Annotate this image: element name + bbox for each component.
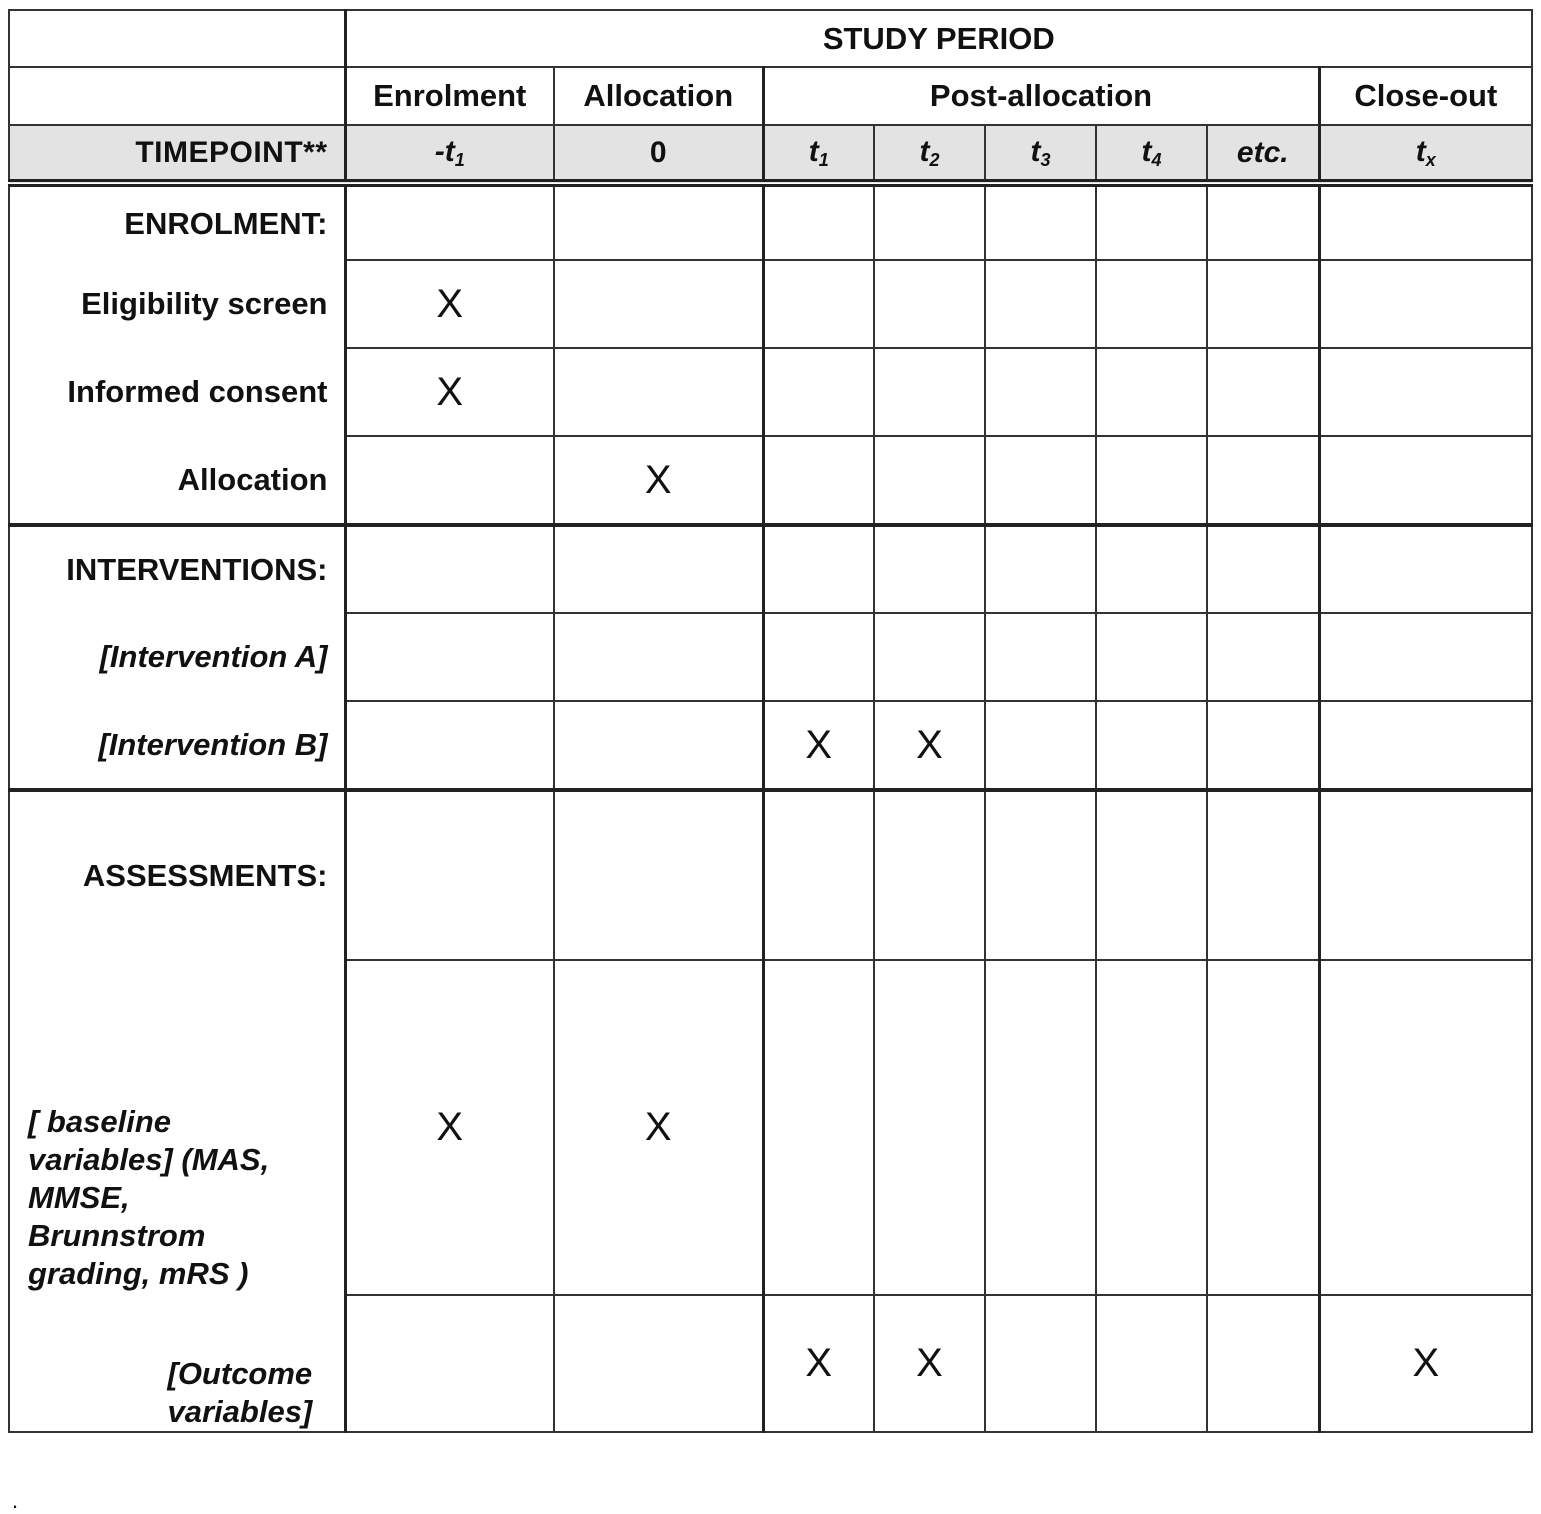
timepoint-cell [345, 125, 554, 183]
timepoint-base: etc. [1236, 135, 1289, 169]
timepoint-sub: 1 [818, 149, 829, 170]
timepoint-cell [763, 125, 874, 183]
period-close-out: Close-out [1319, 67, 1532, 125]
mark-cell [1207, 960, 1319, 1295]
timepoint-label: TIMEPOINT** [9, 125, 345, 183]
x-mark: X [805, 1341, 833, 1385]
mark-cell [874, 613, 985, 701]
corner-cell-2 [9, 67, 345, 125]
mark-cell [554, 436, 763, 525]
mark-cell [985, 348, 1096, 436]
row-label: Informed consent [9, 348, 345, 436]
mark-cell [985, 260, 1096, 348]
mark-cell [1319, 1295, 1532, 1432]
mark-cell [345, 613, 554, 701]
mark-cell [763, 260, 874, 348]
table-row [9, 960, 1532, 1295]
mark-cell [1096, 613, 1207, 701]
mark-cell [554, 960, 763, 1295]
mark-cell [345, 1295, 554, 1432]
table-row [9, 1295, 1532, 1432]
mark-cell [554, 701, 763, 790]
mark-cell [554, 613, 763, 701]
timepoint-cell [554, 125, 763, 183]
table-row [9, 701, 1532, 790]
x-mark: X [916, 722, 943, 767]
mark-cell [763, 1295, 874, 1432]
table-row [9, 260, 1532, 348]
study-period-heading: STUDY PERIOD [345, 10, 1532, 67]
section-header-row [9, 790, 1532, 960]
mark-cell [345, 701, 554, 790]
table-row [9, 613, 1532, 701]
mark-cell [985, 1295, 1096, 1432]
mark-cell [554, 348, 763, 436]
row-label-text: [ baseline variables] (MAS, MMSE, Brunnstrom grading, mRS ) [28, 1104, 270, 1291]
timepoint-base: -t [434, 134, 455, 168]
row-label: [Intervention B] [9, 701, 345, 790]
corner-cell [9, 10, 345, 67]
mark-cell [985, 436, 1096, 525]
timepoint-cell [1319, 125, 1532, 183]
section-title-enrolment: ENROLMENT: [9, 183, 345, 260]
mark-cell [1207, 436, 1319, 525]
timepoint-sub: 1 [454, 149, 465, 170]
footer-note: . [12, 1488, 19, 1513]
section-header-row [9, 183, 1532, 260]
period-enrolment: Enrolment [345, 67, 554, 125]
timepoint-sub: x [1425, 149, 1436, 170]
mark-cell [985, 701, 1096, 790]
mark-cell [1319, 701, 1532, 790]
table-row [9, 436, 1532, 525]
mark-cell [554, 260, 763, 348]
x-mark: X [805, 722, 833, 767]
section-title-interventions: INTERVENTIONS: [9, 525, 345, 613]
x-mark: X [436, 369, 464, 414]
mark-cell [1207, 613, 1319, 701]
mark-cell [1207, 348, 1319, 436]
period-post-allocation: Post-allocation [763, 67, 1319, 125]
mark-cell [1319, 348, 1532, 436]
timepoint-cell [1096, 125, 1207, 183]
mark-cell [763, 348, 874, 436]
x-mark: X [1412, 1341, 1440, 1385]
x-mark: X [644, 457, 672, 502]
mark-cell [1096, 348, 1207, 436]
row-label: [Intervention A] [9, 613, 345, 701]
mark-cell [554, 1295, 763, 1432]
mark-cell [1207, 1295, 1319, 1432]
period-allocation: Allocation [554, 67, 763, 125]
mark-cell [763, 436, 874, 525]
timepoint-base: 0 [649, 135, 667, 169]
mark-cell [985, 613, 1096, 701]
row-label-text: [Outcome variables] [167, 1356, 313, 1429]
mark-cell [1096, 701, 1207, 790]
mark-cell [1096, 436, 1207, 525]
spirit-schedule-table [8, 9, 1533, 1433]
x-mark: X [436, 281, 464, 326]
timepoint-base: t [1030, 134, 1041, 168]
mark-cell [1096, 260, 1207, 348]
mark-cell [345, 348, 554, 436]
mark-cell [1096, 1295, 1207, 1432]
section-title-assessments: ASSESSMENTS: [9, 790, 345, 960]
row-label [9, 960, 345, 1295]
mark-cell [874, 260, 985, 348]
timepoint-cell [985, 125, 1096, 183]
mark-cell [1207, 260, 1319, 348]
mark-cell [985, 960, 1096, 1295]
table-row [9, 348, 1532, 436]
timepoint-base: t [808, 134, 819, 168]
timepoint-base: t [919, 134, 930, 168]
x-mark: X [644, 1105, 672, 1149]
mark-cell [874, 1295, 985, 1432]
mark-cell [345, 260, 554, 348]
timepoint-cell [1207, 125, 1319, 183]
timepoint-row [9, 125, 1532, 183]
x-mark: X [916, 1341, 943, 1385]
timepoint-base: t [1415, 134, 1426, 168]
mark-cell [1319, 960, 1532, 1295]
mark-cell [1096, 960, 1207, 1295]
x-mark: X [436, 1105, 464, 1149]
mark-cell [345, 960, 554, 1295]
mark-cell [1207, 701, 1319, 790]
mark-cell [1319, 613, 1532, 701]
mark-cell [763, 960, 874, 1295]
timepoint-cell [874, 125, 985, 183]
mark-cell [763, 613, 874, 701]
row-label: Allocation [9, 436, 345, 525]
mark-cell [345, 436, 554, 525]
mark-cell [874, 436, 985, 525]
timepoint-sub: 4 [1151, 149, 1162, 170]
timepoint-sub: 3 [1040, 149, 1051, 170]
mark-cell [1319, 260, 1532, 348]
section-header-row [9, 525, 1532, 613]
mark-cell [763, 701, 874, 790]
timepoint-sub: 2 [929, 149, 940, 170]
row-label [9, 1295, 345, 1432]
mark-cell [1319, 436, 1532, 525]
mark-cell [874, 348, 985, 436]
periods-row [9, 67, 1532, 125]
mark-cell [874, 960, 985, 1295]
study-period-row [9, 10, 1532, 67]
row-label: Eligibility screen [9, 260, 345, 348]
timepoint-base: t [1141, 134, 1152, 168]
mark-cell [874, 701, 985, 790]
